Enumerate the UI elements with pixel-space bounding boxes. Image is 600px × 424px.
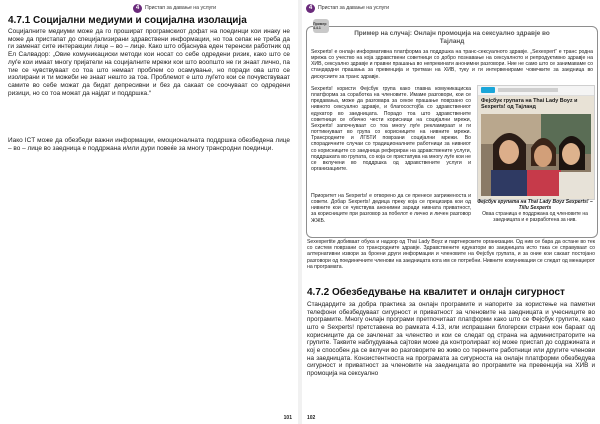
- running-head-text: Пристап за давање на услуги: [145, 5, 217, 11]
- section-title: 4.7.2 Обезбедување на квалитет и онлајн сигурност: [307, 287, 565, 298]
- section-title: 4.7.1 Социјални медиуми и социјална изолација: [8, 15, 247, 26]
- page-number: 102: [307, 415, 316, 421]
- running-head: [306, 3, 389, 13]
- case-paragraph: Sexperts! е онлајн информативна платформа за поддршка на транс-сексуалното здравје. „Sexexpert“ е транс родна мрежа со учество на која здравствени советници со добро познавање на сексуалното и репродуктивно здравје на ХИВ, сексуално здравје и правни прашања во непрекинати анонимни разговори. Ние не само што се занимаваме со стандардни прашања за превенција и третман на ХИВ, туку и ги интервенираме човечките за заедница во дискусиите за транс здравје.: [311, 49, 593, 80]
- site-logo-icon: [481, 87, 495, 93]
- group-photo-illustration: [481, 114, 591, 196]
- running-head: [133, 3, 216, 13]
- browser-bar: [478, 86, 594, 96]
- case-paragraph: Приоритет на Sexperts! е отворено да се пренесе загриженоста и совети. Добар Sexperts! дедица преку која се прецизира кои од нивните кои се чувствува анонимни заради нивната приватност, за корисниците при разговор за побелот е лично и личен разговор ЖЖБ.: [311, 193, 471, 224]
- right-page: [302, 0, 600, 424]
- left-page: [0, 0, 298, 424]
- group-photo: [481, 114, 591, 196]
- page-number: 101: [283, 415, 292, 421]
- chapter-badge: 4: [306, 4, 315, 13]
- photo-headline: Фејсбук групата на Thai Lady Boyz и Sexperts! од Тајланд: [481, 98, 578, 110]
- running-head-text: Пристап за давање на услуги: [318, 5, 390, 11]
- case-box-tab: Пример 4.4.1: [313, 19, 329, 33]
- body-paragraph: Иако ICT може да обезбеди важни информации, емоционалната поддршка обезбедена лице – во – лице во заедница е поддржана и/или дури повеќе за многу трансродни поединци.: [8, 137, 290, 152]
- case-box-title: Пример на случај: Онлајн промоција на сексуално здравје во Тајланд: [354, 30, 550, 45]
- case-study-box: [306, 22, 598, 238]
- body-paragraph: Стандардите за добра практика за онлајн програмите и напорите за користење на паметни телефони обезбедуваат сигурност и приватност за членовите на заедницата и учесниците во програмите. Многу онлајн програми претпочитаат платформи како што се Фејсбук групите, како што е Sexperts! претставена во рамката 4.13, или испрашани блогерски страни кон бараат од корисниците да се зачленат за членство и кои се следат од страна на администраторите на групите. Таквите наблудувања сајтови може да контролираат кој може пристап до содржината и кој е способен да се вклучи во разговорите во живо со терените работници или другите членови на заедницата. Конзистентноста на програмата за сигурноста на онлајн платформи обезбедува сигурност и приватност за членовите на заедницата во програмите на превенција на ХИВ и промоција на сексуално: [307, 301, 595, 377]
- photo-caption-text: Оваа страница е поддржана од членовите на заедницата и е разработена за нив.: [482, 211, 588, 223]
- photo-caption: [477, 199, 593, 223]
- facebook-group-screenshot: [477, 85, 595, 200]
- site-nav-placeholder: [498, 88, 558, 92]
- photo-caption-title: Фејсбук групата на Thai Lady Boyz Sexperts! – Tillu Sexperts: [477, 199, 593, 211]
- body-paragraph: Социјалните медиуми може да го прошират програмскиот дофат на поединци кои инаку не може да пристапат до специјализирани здравствени информации, но тоа сепак не треба да ги заменат сите интеракции лице – во – лице. Како што објаснува еден теренски работник од Ел Салвадор: „Овие комуникациски методи кои носат со себе одредени ризик, како што се луѓе кои имаат многу пријатели на социјалните мрежи кои што воопшто не ги знаат лично, па тие се чувствуваат со тоа што немаат проблем со осамување, но поради ова што се изолирани и ти можеби не знаат нешто за тоа. Проблемот е што луѓето кои се почувствуваат самите во себе можат да бидат депресивни и без да сакаат се соочуваат со одредени ризици, но со тоа можат да најдат и поддршка.“: [8, 28, 290, 97]
- body-paragraph: Sexexpertite добиваат обука и надзор од Thai Lady Boyz и партнерските организации. Од нив се бара да остане во тек со систем поврзани со трансродните здравје. Здравствените едукатори во заедницата исто така се справуваат со алтернативни извори за броени други информации и членовите на Фејсбук групата, и за оние кои сакаат постојано разговори од поединечните членови на заедницата кога им се потребни. Нивните комуникации се следат од менаџерот на програмата.: [307, 239, 595, 270]
- chapter-badge: 4: [133, 4, 142, 13]
- case-paragraph: Sexperts! користи Фејсбук група како главна комуникациска платформа за соработка на членовите. Имаме разговори, кои се предавања, може да разговара за секое прашање поврзано со нивното сексуално здравје, и благосостојба со здравствениот едукатор во заедницата. Порадо тоа што здравствените советници се обично чести корисници на социјални мрежи, Sexperts! започнуваат со тоа многу луѓе рекламираат и ги поттикнуваат во група со корисниците на нивните мрежи. Трансродните и ЛГБТИ поврзани социјални мрежи. Во спорадичните случаи со традиционалните работници за нивниот со корисниците со заедница рефериран на здравствените услуги, поддршката во групата, со која се пристапува на многу луѓе кои не се вклучени во поддршка од здравствените услуги и организациите.: [311, 86, 472, 173]
